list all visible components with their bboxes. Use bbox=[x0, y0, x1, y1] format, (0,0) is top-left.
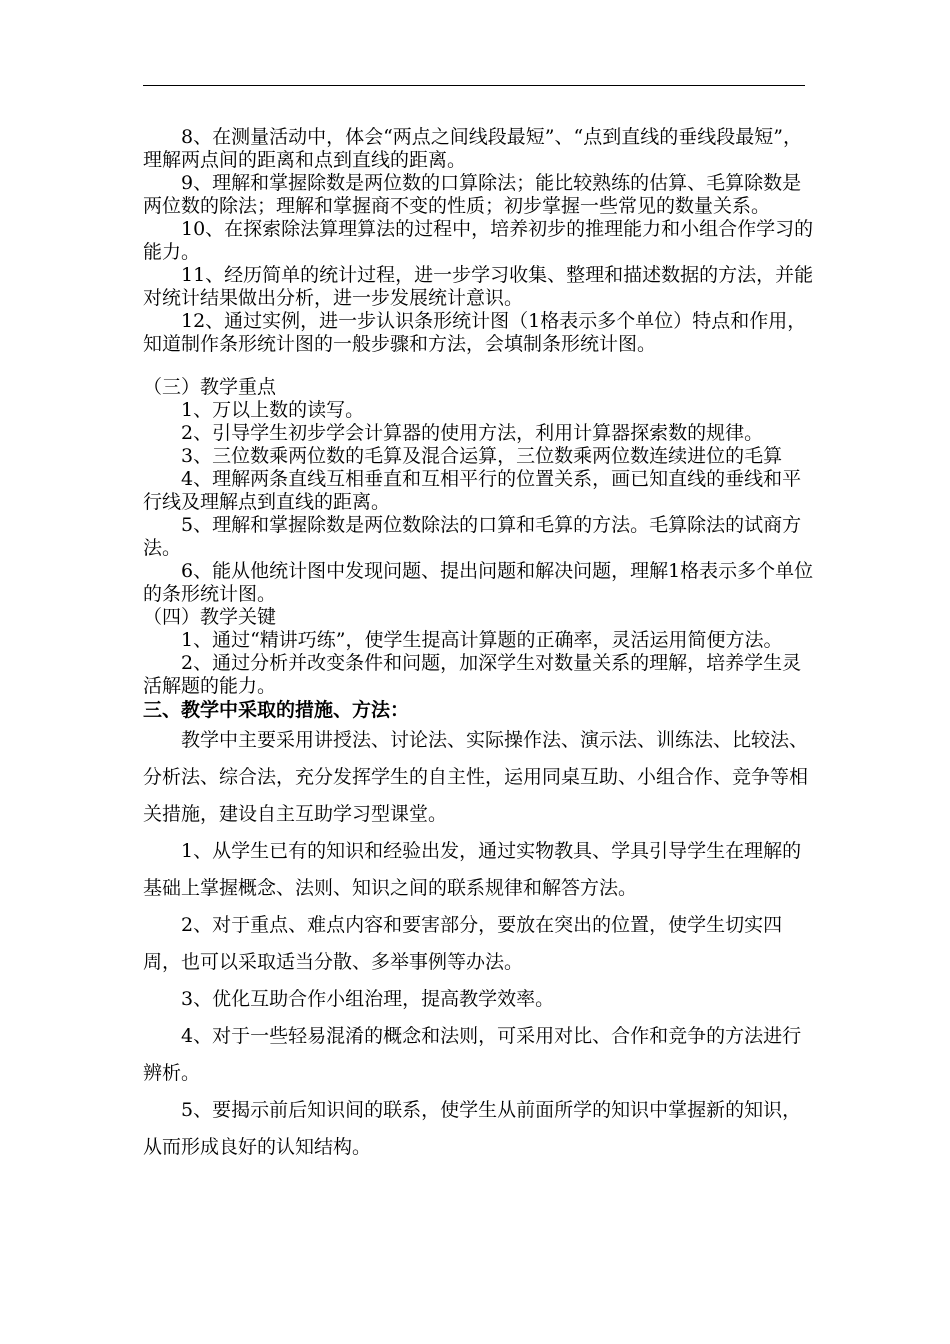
paragraph: 1、万以上数的读写。 bbox=[181, 399, 365, 421]
paragraph: 1、通过“精讲巧练”，使学生提高计算题的正确率，灵活运用简便方法。 bbox=[181, 629, 783, 651]
objectives-block bbox=[143, 126, 815, 698]
paragraph: 5、要揭示前后知识间的联系，使学生从前面所学的知识中掌握新的知识，从而形成良好的认知结构。 bbox=[143, 1099, 802, 1158]
document-body bbox=[143, 126, 815, 1166]
paragraph: 11、经历简单的统计过程，进一步学习收集、整理和描述数据的方法，并能对统计结果做出分析，进一步发展统计意识。 bbox=[143, 264, 814, 309]
paragraph: 4、对于一些轻易混淆的概念和法则，可采用对比、合作和竞争的方法进行辨析。 bbox=[143, 1025, 802, 1084]
paragraph: 3、三位数乘两位数的毛算及混合运算，三位数乘两位数连续进位的毛算 bbox=[181, 445, 783, 467]
part-heading-measures: 三、教学中采取的措施、方法： bbox=[143, 699, 410, 721]
section-heading-key-points: （三）教学重点 bbox=[143, 376, 277, 398]
header-rule bbox=[143, 85, 805, 86]
paragraph: 5、理解和掌握除数是两位数除法的口算和毛算的方法。毛算除法的试商方法。 bbox=[143, 514, 802, 559]
paragraph: 4、理解两条直线互相垂直和互相平行的位置关系，画已知直线的垂线和平行线及理解点到直线的距离。 bbox=[143, 468, 802, 513]
paragraph: 教学中主要采用讲授法、讨论法、实际操作法、演示法、训练法、比较法、分析法、综合法，充分发挥学生的自主性，运用同桌互助、小组合作、竞争等相关措施，建设自主互助学习型课堂。 bbox=[143, 729, 809, 825]
paragraph: 8、在测量活动中，体会“两点之间线段最短”、“点到直线的垂线段最短”，理解两点间的距离和点到直线的距离。 bbox=[143, 126, 802, 171]
section-heading-key-focus: （四）教学关键 bbox=[143, 606, 277, 628]
paragraph: 2、引导学生初步学会计算器的使用方法，利用计算器探索数的规律。 bbox=[181, 422, 764, 444]
paragraph: 2、对于重点、难点内容和要害部分，要放在突出的位置，使学生切实四周，也可以采取适当分散、多举事例等办法。 bbox=[143, 914, 783, 973]
paragraph: 12、通过实例，进一步认识条形统计图（1格表示多个单位）特点和作用，知道制作条形统计图的一般步骤和方法，会填制条形统计图。 bbox=[143, 310, 807, 355]
paragraph: 2、通过分析并改变条件和问题，加深学生对数量关系的理解，培养学生灵活解题的能力。 bbox=[143, 652, 802, 697]
paragraph: 6、能从他统计图中发现问题、提出问题和解决问题，理解1格表示多个单位的条形统计图。 bbox=[143, 560, 814, 605]
paragraph: 9、理解和掌握除数是两位数的口算除法；能比较熟练的估算、毛算除数是两位数的除法；理解和掌握商不变的性质；初步掌握一些常见的数量关系。 bbox=[143, 172, 802, 217]
measures-block bbox=[143, 722, 815, 1166]
paragraph: 10、在探索除法算理算法的过程中，培养初步的推理能力和小组合作学习的能力。 bbox=[143, 218, 814, 263]
paragraph: 3、优化互助合作小组治理，提高教学效率。 bbox=[181, 988, 555, 1010]
paragraph: 1、从学生已有的知识和经验出发，通过实物教具、学具引导学生在理解的基础上掌握概念、法则、知识之间的联系规律和解答方法。 bbox=[143, 840, 802, 899]
